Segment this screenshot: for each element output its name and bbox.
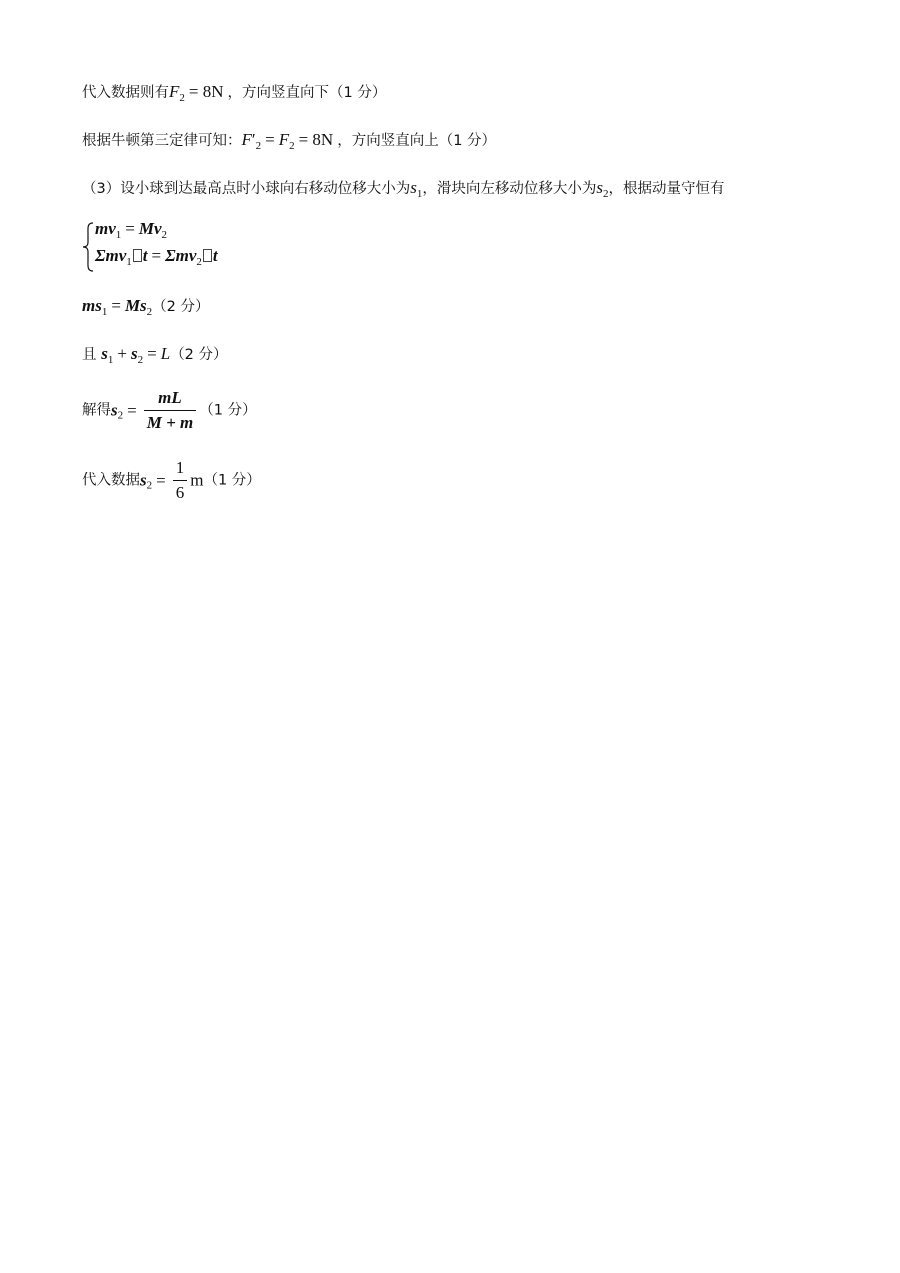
text-suffix: ，根据动量守恒有 [608,181,725,197]
symbol-f: F [278,130,290,149]
term: L [160,344,171,363]
text-middle: ，滑块向左移动位移大小为 [422,181,597,197]
term: Mv [138,219,162,238]
score-note: （2 分） [152,299,210,315]
term: s [131,344,138,363]
line-result-s2 [82,458,261,503]
unit: m [190,470,204,490]
placeholder-box-icon [133,249,142,262]
term: s [111,400,118,420]
line-part3-intro [82,178,724,204]
subscript: 2 [146,306,153,318]
score-note: （2 分） [170,347,228,363]
subscript: 1 [101,306,108,318]
text-prefix: 根据牛顿第三定律可知： [82,133,242,149]
line-force-f2 [82,82,386,108]
subscript: 2 [161,229,168,241]
term: Σmv [95,246,127,265]
text-suffix: ，方向竖直向上（1 分） [337,133,497,149]
subscript: 1 [126,256,132,268]
equation-value: = 8N [188,82,224,101]
placeholder-box-icon [203,249,212,262]
text-suffix: ，方向竖直向下（1 分） [227,85,387,101]
score-note: （1 分） [203,472,261,489]
subscript: 1 [115,229,122,241]
line-ms-equation [82,296,210,322]
equation-system-row-2 [95,246,218,268]
term: t [142,246,148,265]
symbol-f: F [169,82,180,101]
line-sum-equation [82,344,228,370]
fraction [144,388,197,433]
line-third-law [82,130,496,156]
term: ms [82,296,102,315]
text-prefix: 代入数据 [82,472,140,489]
fraction [173,458,188,503]
prime-mark: ′ [251,130,256,149]
text-prefix: 且 [82,347,97,363]
equals-sign: = [125,219,135,238]
subscript: 2 [137,354,144,366]
symbol-f-prime: F [241,130,252,149]
equals-sign: = [265,130,275,149]
left-brace-icon [82,222,94,272]
subscript: 2 [602,188,609,200]
subscript: 2 [289,140,295,152]
equals-sign: = [151,246,162,265]
equals-sign: = [147,344,157,363]
term: Ms [124,296,147,315]
subscript: 2 [179,92,185,104]
text-prefix: 代入数据则有 [82,85,169,101]
text-prefix: 解得 [82,402,111,419]
subscript: 2 [146,479,153,492]
plus-sign: + [117,344,127,363]
term: s [140,470,147,490]
subscript: 2 [255,140,262,152]
fraction-denominator: 6 [175,483,185,502]
subscript: 1 [416,188,423,200]
symbol-s1: s [410,178,417,197]
term: t [212,246,218,265]
symbol-s2: s [596,178,603,197]
subscript: 1 [107,354,114,366]
equation-system-row-1 [95,219,167,241]
equation-value: = 8N [298,130,334,149]
term: Σmv [165,246,197,265]
subscript: 2 [196,256,202,268]
term: mv [95,219,116,238]
equals-sign: = [111,296,121,315]
score-note: （1 分） [199,402,257,419]
line-solve-s2 [82,388,257,433]
equals-sign: = [156,470,166,490]
fraction-denominator: M + m [146,413,194,432]
subscript: 2 [117,409,124,422]
fraction-numerator: 1 [173,458,188,481]
fraction-numerator: mL [144,388,197,411]
term: s [101,344,108,363]
equals-sign: = [127,400,137,420]
text-prefix: （3）设小球到达最高点时小球向右移动位移大小为 [82,181,411,197]
